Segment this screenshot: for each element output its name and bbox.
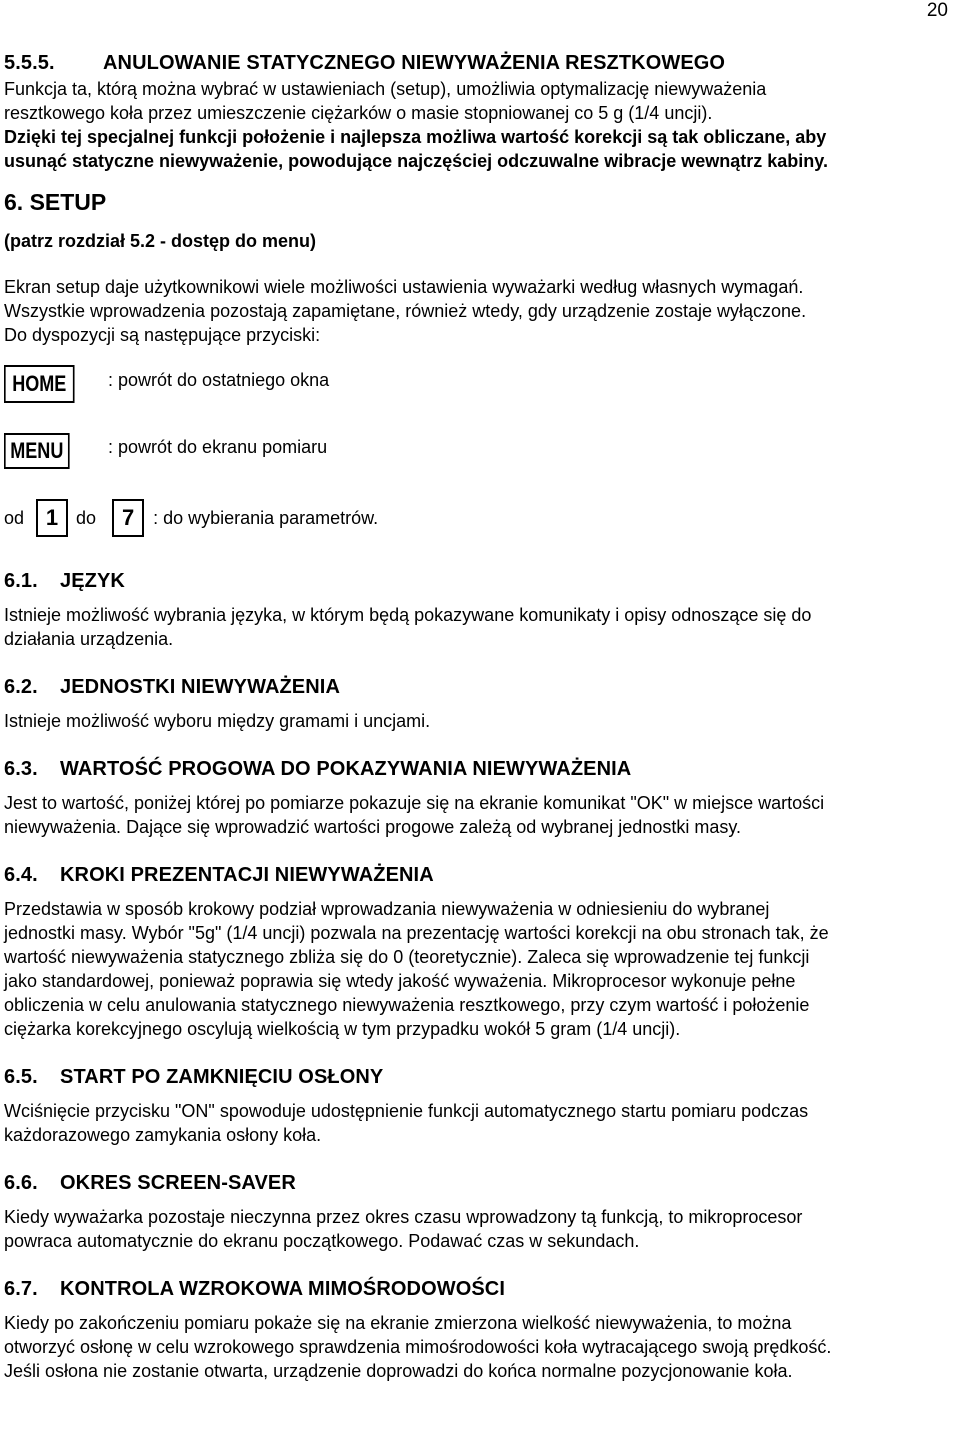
paragraph-line: każdorazowego zamykania osłony koła. <box>4 1125 322 1145</box>
key-1-icon: 1 <box>36 499 68 537</box>
paragraph-line: niewyważenia. Dające się wprowadzić wartości progowe zależą od wybranej jednostki masy. <box>4 817 742 837</box>
paragraph-line: wartość niewyważenia statycznego zbliża się do 0 (teoretycznie). Zaleca się wprowadzenie tej funkcji <box>4 947 810 967</box>
section-heading <box>4 861 950 889</box>
bold-paragraph-line: Dzięki tej specjalnej funkcji położenie i najlepsza możliwa wartość korekcji są tak obliczane, aby <box>4 127 827 147</box>
section-heading <box>4 1275 950 1303</box>
document-body <box>4 49 950 1383</box>
paragraph-line: Wszystkie wprowadzenia pozostają zapamiętane, również wtedy, gdy urządzenie zostaje wyłączone. <box>4 301 807 321</box>
home-key-description: : powrót do ostatniego okna <box>108 370 330 390</box>
section-6-2 <box>4 673 950 733</box>
paragraph-line: Ekran setup daje użytkownikowi wiele możliwości ustawienia wyważarki według własnych wymagań. <box>4 277 804 297</box>
paragraph-line: Wciśnięcie przycisku "ON" spowoduje udostępnienie funkcji automatycznego startu pomiaru podczas <box>4 1101 809 1121</box>
key-7-icon: 7 <box>112 499 144 537</box>
paragraph-line: Kiedy wyważarka pozostaje nieczynna przez okres czasu wprowadzony tą funkcją, to mikroprocesor <box>4 1207 803 1227</box>
menu-key-icon: MENU <box>4 433 70 469</box>
paragraph-line: Kiedy po zakończeniu pomiaru pokaże się na ekranie zmierzona wielkość niewyważenia, to można <box>4 1313 792 1333</box>
paragraph-line: Jeśli osłona nie zostanie otwarta, urządzenie doprowadzi do końca normalne pozycjonowanie koła. <box>4 1361 793 1381</box>
section-heading <box>4 1063 950 1091</box>
section-body <box>4 897 950 1041</box>
menu-key-description: : powrót do ekranu pomiaru <box>108 437 328 457</box>
section-title: ANULOWANIE STATYCZNEGO NIEWYWAŻENIA RESZTKOWEGO <box>103 52 726 74</box>
paragraph-line: powraca automatycznie do ekranu początkowego. Podawać czas w sekundach. <box>4 1231 640 1251</box>
setup-subtitle: (patrz rozdział 5.2 - dostęp do menu) <box>4 231 317 251</box>
paragraph-line: jednostki masy. Wybór "5g" (1/4 uncji) pozwala na prezentację wartości korekcji na obu stronach tak, że <box>4 923 829 943</box>
section-number: 6.1. <box>4 570 38 592</box>
section-body <box>4 709 950 733</box>
paragraph-line: obliczenia w celu anulowania statycznego niewyważenia resztkowego, przy czym wartość i położenie <box>4 995 810 1015</box>
home-key-icon: HOME <box>4 365 75 403</box>
section-heading <box>4 673 950 701</box>
section-heading <box>4 567 950 595</box>
bold-paragraph-line: usunąć statyczne niewyważenie, powodujące najczęściej odczuwalne wibracje wewnątrz kabiny. <box>4 151 828 171</box>
home-key-row <box>4 364 950 403</box>
range-from-text: od <box>4 507 25 528</box>
section-title: OKRES SCREEN-SAVER <box>60 1172 296 1194</box>
section-heading-5-5-5 <box>4 49 950 77</box>
section-title: WARTOŚĆ PROGOWA DO POKAZYWANIA NIEWYWAŻENIA <box>60 758 632 780</box>
section-number: 6.5. <box>4 1066 38 1088</box>
setup-heading: 6. SETUP <box>4 189 107 215</box>
section-title: JEDNOSTKI NIEWYWAŻENIA <box>60 676 340 698</box>
section-6-5 <box>4 1063 950 1147</box>
paragraph-line: Do dyspozycji są następujące przyciski: <box>4 325 321 345</box>
section-title: KONTROLA WZROKOWA MIMOŚRODOWOŚCI <box>60 1278 506 1300</box>
section-body <box>4 1311 950 1383</box>
section-6-7 <box>4 1275 950 1383</box>
section-title: JĘZYK <box>60 570 125 592</box>
section-6-3 <box>4 755 950 839</box>
section-number: 6.7. <box>4 1278 38 1300</box>
paragraph-line: jako standardowej, ponieważ poprawia się wtedy jakość wyważenia. Mikroprocesor wykonuje pełne <box>4 971 796 991</box>
section-body <box>4 1099 950 1147</box>
section-number: 6.4. <box>4 864 38 886</box>
number-keys-row <box>4 499 950 537</box>
setup-sections <box>4 567 950 1383</box>
section-title: KROKI PREZENTACJI NIEWYWAŻENIA <box>60 864 434 886</box>
paragraph-line: otworzyć osłonę w celu wzrokowego sprawdzenia mimośrodowości koła wytracającego swoją prędkość. <box>4 1337 832 1357</box>
paragraph-line: działania urządzenia. <box>4 629 174 649</box>
section-number: 6.6. <box>4 1172 38 1194</box>
section-6-6 <box>4 1169 950 1253</box>
paragraph-line: ciężarka korekcyjnego oscylują wielkością w tym przypadku wokół 5 gram (1/4 uncji). <box>4 1019 681 1039</box>
setup-intro <box>4 275 950 347</box>
paragraph-line: Istnieje możliwość wyboru między gramami i uncjami. <box>4 711 431 731</box>
section-heading <box>4 1169 950 1197</box>
section-title: START PO ZAMKNIĘCIU OSŁONY <box>60 1066 384 1088</box>
paragraph-line: Jest to wartość, poniżej której po pomiarze pokazuje się na ekranie komunikat "OK" w miejsce wartości <box>4 793 825 813</box>
paragraph-line: Przedstawia w sposób krokowy podział wprowadzania niewyważenia w odniesieniu do wybranej <box>4 899 770 919</box>
section-heading <box>4 755 950 783</box>
section-number: 5.5.5. <box>4 52 55 74</box>
paragraph-line: Funkcja ta, którą można wybrać w ustawieniach (setup), umożliwia optymalizację niewyważenia <box>4 79 767 99</box>
menu-key-row <box>4 421 950 469</box>
paragraph-line: resztkowego koła przez umieszczenie ciężarków o masie stopniowanej co 5 g (1/4 uncji). <box>4 103 713 123</box>
section-number: 6.2. <box>4 676 38 698</box>
section-body <box>4 791 950 839</box>
section-6-1 <box>4 567 950 651</box>
section-6-4 <box>4 861 950 1041</box>
range-to-text: do <box>76 507 97 528</box>
section-number: 6.3. <box>4 758 38 780</box>
section-body <box>4 1205 950 1253</box>
section-body <box>4 603 950 651</box>
paragraph-line: Istnieje możliwość wybrania języka, w którym będą pokazywane komunikaty i opisy odnoszące się do <box>4 605 812 625</box>
page-number: 20 <box>926 0 948 21</box>
range-description: : do wybierania parametrów. <box>153 507 379 528</box>
